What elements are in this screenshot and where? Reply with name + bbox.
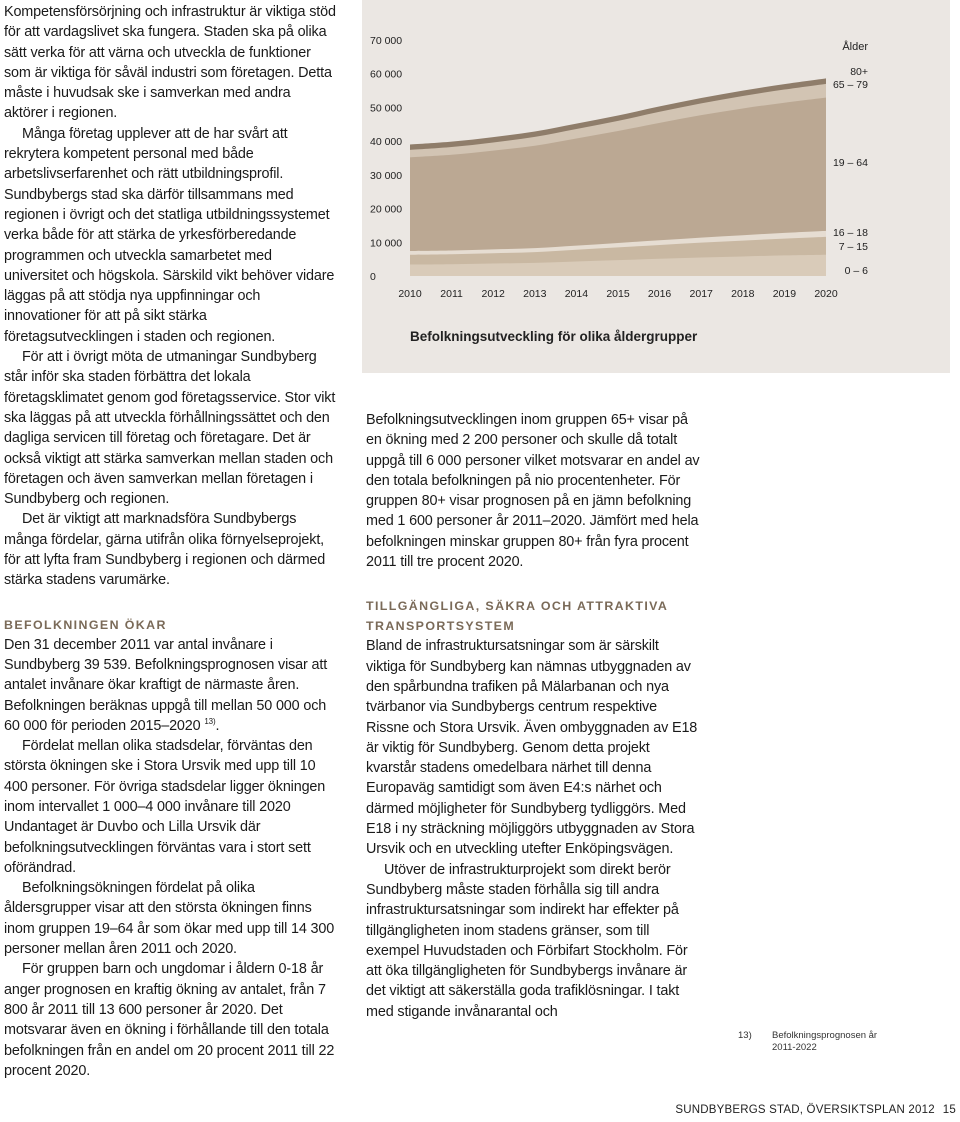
x-tick-label: 2014 <box>564 288 589 300</box>
paragraph-end: . <box>215 717 220 734</box>
y-tick-label: 0 <box>370 271 376 283</box>
paragraph: Det är viktigt att marknadsföra Sundbybergs många fördelar, gärna utifrån olika förnyelseprojekt, för att lyfta fram Sundbyberg i regionen och därmed stärka stadens varumärke. <box>4 511 326 589</box>
x-tick-label: 2012 <box>481 288 505 300</box>
x-tick-label: 2020 <box>814 288 838 300</box>
paragraph: Befolkningsutvecklingen inom gruppen 65+ visar på en ökning med 2 200 personer och skulle då totalt uppgå till 6 000 personer vilket motsvarar en andel av den totala befolkningen på nio procentenheter. För gruppen 80+ visar prognosen på en jämn befolkning med 1 600 personer år 2011–2020. Jämfört med hela befolkningen minskar gruppen 80+ från fyra procent 2011 till tre procent 2020. <box>366 412 700 571</box>
x-tick-label: 2019 <box>772 288 797 300</box>
legend-entry: 65 – 79 <box>832 79 868 91</box>
y-tick-label: 40 000 <box>370 136 403 149</box>
x-tick-label: 2017 <box>689 288 713 300</box>
legend-entry: 80+ <box>850 66 868 78</box>
section-heading: TILLGÄNGLIGA, SÄKRA OCH ATTRAKTIVA TRANSPORTSYSTEM <box>366 599 668 634</box>
paragraph <box>4 635 336 736</box>
middle-column <box>366 410 702 1022</box>
section-heading: BEFOLKNINGEN ÖKAR <box>4 617 167 632</box>
x-tick-label: 2018 <box>731 288 755 300</box>
y-tick-label: 10 000 <box>370 237 403 250</box>
legend-entry: 0 – 6 <box>844 265 868 277</box>
x-tick-label: 2016 <box>647 288 672 300</box>
y-tick-label: 30 000 <box>370 169 403 182</box>
x-tick-label: 2013 <box>523 288 547 300</box>
paragraph: Befolkningsökningen fördelat på olika åldersgrupper visar att den största ökningen finns inom gruppen 19–64 år som ökar med upp till 14 300 personer mellan åren 2011 och 2020. <box>4 880 335 958</box>
page-footer <box>675 1104 956 1116</box>
footnote-ref: 13) <box>204 717 216 726</box>
paragraph: Många företag upplever att de har svårt att rekrytera kompetent personal med både arbetslivserfarenhet och rätt utbildningsprofil. Sundbybergs stad ska därför tillsammans med regionen i övrigt och det statliga utbildningssystemet verka både för att stärka de yrkesförberedande programmen och utveckla samarbetet med universitet och högskola. Särskild vikt behöver vidare läggas på att stödja nya uppfinningar och innovationer för att på sikt stärka företagsutvecklingen i staden och regionen. <box>4 125 335 345</box>
paragraph: För att i övrigt möta de utmaningar Sundbyberg står inför ska staden förbättra det lokala företagsklimatet genom god företagsservice. Stor vikt ska läggas på att utveckla förhållningssättet och den dagliga servicen till företag och företagare. Det är också viktigt att stärka samverkan mellan staden och företagen och även samverkan mellan företagen i Sundbyberg och regionen. <box>4 349 336 508</box>
legend-title: Ålder <box>842 41 868 53</box>
paragraph: Bland de infrastruktursatsningar som är särskilt viktiga för Sundbyberg kan nämnas utbyggnaden av den spårbundna trafiken på Mälarbanan och nya tvärbanor via Sundbybergs centrum respektive Rissne och Stora Ursvik. Även ombyggnaden av E18 är viktig för Sundbyberg. Genom detta projekt kvarstår stadens omedelbara närhet till denna Europaväg samtidigt som även E4:s närhet och därmed möjligheter för Sundbyberg tydliggörs. Med E18 i ny sträckning möjliggörs utbyggnaden av Stora Ursvik och en utveckling utefter Enköpingsvägen. <box>366 638 698 858</box>
y-tick-label: 70 000 <box>370 35 403 47</box>
legend-entry: 7 – 15 <box>838 241 868 253</box>
x-tick-label: 2011 <box>440 288 463 300</box>
footnote-number: 13) <box>738 1030 752 1041</box>
x-tick-label: 2015 <box>606 288 630 300</box>
paragraph: För gruppen barn och ungdomar i åldern 0-18 år anger prognosen en kraftig ökning av antalet, från 7 800 år 2011 till 13 600 personer år 2020. Det motsvarar även en ökning i förhållande till den totala befolkningen från en andel om 20 procent 2011 till 22 procent 2020. <box>4 961 335 1079</box>
paragraph: Utöver de infrastrukturprojekt som direkt berör Sundbyberg måste staden förhålla sig till andra infrastruktursatsningar som indirekt har effekter på tillgängligheten inom stadens gränser, som till exempel Huvudstaden och Förbifart Stockholm. För att öka tillgängligheten för Sundbybergs invånare är det viktigt att säkerställa goda trafiklösningar. I takt med stigande invånarantal och <box>366 861 688 1020</box>
paragraph: Fördelat mellan olika stadsdelar, förväntas den största ökningen ske i Stora Ursvik med upp till 10 400 personer. För övriga stadsdelar ligger ökningen inom intervallet 1 000–4 000 invånare till 2020 Undantaget är Duvbo och Lilla Ursvik där befolkningsutvecklingen förväntas vara i stort sett oförändrad. <box>4 738 326 876</box>
paragraph-text: Den 31 december 2011 var antal invånare i Sundbyberg 39 539. Befolkningsprognosen visar att antalet invånare ökar kraftigt de närmaste åren. Befolkningen beräknas uppgå till mellan 50 000 och 60 000 för perioden 2015–2020 <box>4 636 328 734</box>
y-tick-label: 60 000 <box>370 68 403 81</box>
chart-svg <box>362 0 950 373</box>
y-tick-label: 20 000 <box>370 203 403 216</box>
paragraph: Kompetensförsörjning och infrastruktur är viktiga stöd för att vardagslivet ska fungera. Staden ska på olika sätt verka för att värna och utveckla de funktioner som är viktiga för såväl industri som företagen. Detta måste i huvudsak ske i samverkan med andra aktörer i regionen. <box>4 4 336 122</box>
footer-title: SUNDBYBERGS STAD, ÖVERSIKTSPLAN 2012 <box>675 1104 935 1116</box>
page-number: 15 <box>942 1104 956 1116</box>
x-tick-label: 2010 <box>398 288 422 300</box>
legend-entry: 16 – 18 <box>832 227 868 239</box>
legend-entry: 19 – 64 <box>832 157 868 169</box>
left-column <box>4 2 336 1081</box>
footnote-text: Befolkningsprognosen år 2011-2022 <box>772 1030 878 1053</box>
population-chart <box>362 0 950 373</box>
y-tick-label: 50 000 <box>370 102 403 115</box>
chart-title: Befolkningsutveckling för olika åldergrupper <box>410 329 698 344</box>
